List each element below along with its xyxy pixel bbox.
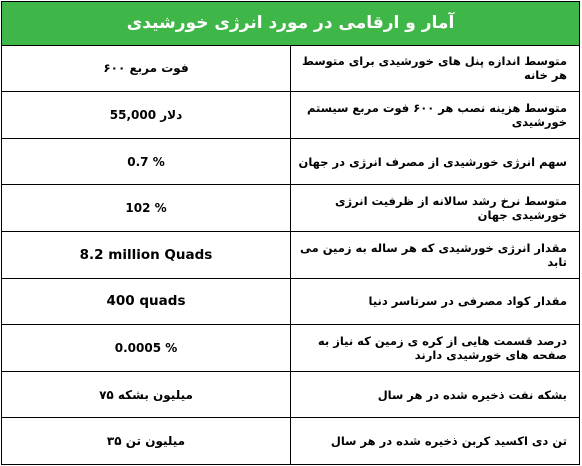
row-label: درصد قسمت هایی از کره ی زمین که نیاز به صفحه های خورشیدی دارند: [291, 325, 580, 372]
row-value: 400 quads: [2, 278, 291, 325]
table-row: [2, 371, 580, 418]
table-row: [2, 418, 580, 465]
row-label: مقدار کواد مصرفی در سرتاسر دنیا: [291, 278, 580, 325]
row-value: ۷۵ میلیون بشکه: [2, 371, 291, 418]
table-row: [2, 45, 580, 92]
row-label: متوسط اندازه پنل های خورشیدی برای متوسط هر خانه: [291, 45, 580, 92]
solar-stats-table: [1, 1, 580, 465]
row-value: 55,000 دلار: [2, 92, 291, 139]
row-label: تن دی اکسید کربن ذخیره شده در هر سال: [291, 418, 580, 465]
row-label: متوسط هزینه نصب هر ۶۰۰ فوت مربع سیستم خورشیدی: [291, 92, 580, 139]
table-row: [2, 138, 580, 185]
table-row: [2, 278, 580, 325]
row-label: بشکه نفت ذخیره شده در هر سال: [291, 371, 580, 418]
table-row: [2, 185, 580, 232]
row-value: 8.2 million Quads: [2, 231, 291, 278]
row-value: ۶۰۰ فوت مربع: [2, 45, 291, 92]
row-label: متوسط نرخ رشد سالانه از ظرفیت انرژی خورشیدی جهان: [291, 185, 580, 232]
table-row: [2, 325, 580, 372]
table-row: [2, 92, 580, 139]
row-label: مقدار انرژی خورشیدی که هر ساله به زمین می تابد: [291, 231, 580, 278]
row-value: 102 %: [2, 185, 291, 232]
row-value: 0.0005 %: [2, 325, 291, 372]
table-row: [2, 231, 580, 278]
row-label: سهم انرژی خورشیدی از مصرف انرژی در جهان: [291, 138, 580, 185]
row-value: ۳۵ میلیون تن: [2, 418, 291, 465]
table-title: آمار و ارقامی در مورد انرژی خورشیدی: [2, 2, 580, 46]
row-value: 0.7 %: [2, 138, 291, 185]
table-header-row: [2, 2, 580, 46]
